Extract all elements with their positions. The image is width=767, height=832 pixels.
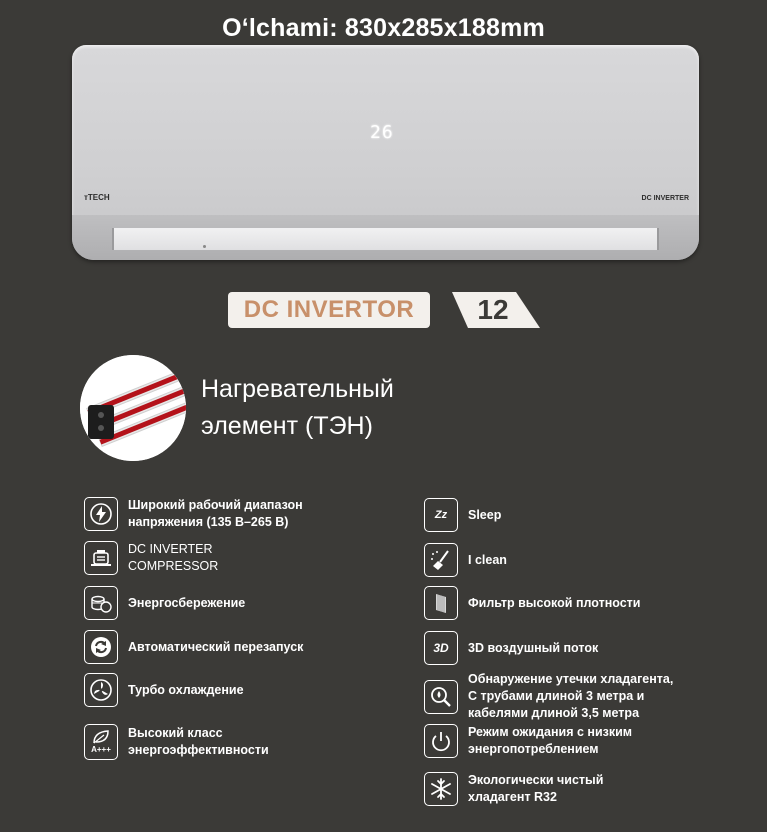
feature-eco-refrigerant bbox=[424, 772, 603, 806]
temperature-display: 26 bbox=[370, 122, 394, 143]
feature-text-line: Турбо охлаждение bbox=[128, 682, 244, 697]
feature-energy-class bbox=[84, 724, 269, 760]
feature-3d-airflow bbox=[424, 631, 598, 665]
coins-icon bbox=[84, 586, 118, 620]
feature-compressor bbox=[84, 541, 218, 575]
snowflake-icon bbox=[424, 772, 458, 806]
lightning-icon bbox=[84, 497, 118, 531]
restart-icon bbox=[84, 630, 118, 664]
feature-text-line: Режим ожидания с низким bbox=[468, 725, 633, 739]
standby-power-icon bbox=[424, 724, 458, 758]
capacity-badge bbox=[446, 292, 540, 328]
indicator-dot bbox=[203, 245, 206, 248]
feature-wide-voltage bbox=[84, 497, 303, 531]
heater-title bbox=[201, 371, 394, 445]
feature-text-line: кабелями длиной 3,5 метра bbox=[468, 706, 640, 720]
clean-brush-icon bbox=[424, 543, 458, 577]
feature-text-line: напряжения (135 В–265 В) bbox=[128, 515, 289, 529]
capacity-value: 12 bbox=[477, 294, 509, 325]
feature-i-clean bbox=[424, 543, 507, 577]
3d-airflow-icon bbox=[424, 631, 458, 665]
dimensions-title: O‘lchami: 830x285x188mm bbox=[222, 14, 545, 42]
feature-text-line: Экологически чистый bbox=[468, 773, 604, 787]
panel-label: DC INVERTER bbox=[641, 195, 689, 202]
heater-title-line2: элемент (ТЭН) bbox=[201, 412, 373, 440]
feature-text-line: Автоматический перезапуск bbox=[128, 639, 304, 654]
feature-text-line: энергоэффективности bbox=[128, 743, 269, 757]
feature-text-line: энергопотреблением bbox=[468, 742, 599, 756]
feature-sleep bbox=[424, 498, 501, 532]
filter-icon bbox=[424, 586, 458, 620]
brand-logo bbox=[84, 193, 110, 202]
energy-class-icon bbox=[84, 724, 118, 760]
feature-text-line: COMPRESSOR bbox=[128, 559, 219, 573]
compressor-icon bbox=[84, 541, 118, 575]
feature-text-line: Энергосбережение bbox=[128, 595, 246, 610]
feature-text-line: I clean bbox=[468, 552, 507, 567]
heater-title-line1: Нагревательный bbox=[201, 375, 394, 403]
energy-class-label: A+++ bbox=[91, 745, 111, 754]
feature-text-line: хладагент R32 bbox=[468, 790, 557, 804]
feature-low-standby bbox=[424, 724, 632, 758]
brand-name: TECH bbox=[87, 193, 110, 202]
sleep-icon-text: Zz bbox=[434, 509, 448, 521]
turbo-fan-icon bbox=[84, 673, 118, 707]
feature-text-line: Широкий рабочий диапазон bbox=[128, 498, 303, 512]
dc-invertor-badge: DC INVERTOR bbox=[228, 292, 430, 328]
feature-energy-saving bbox=[84, 586, 245, 620]
feature-leak-detection bbox=[424, 671, 673, 722]
feature-text-line: DC INVERTER bbox=[128, 542, 213, 556]
sleep-icon bbox=[424, 498, 458, 532]
leaf-icon bbox=[90, 729, 112, 745]
heater-element-icon bbox=[80, 355, 186, 461]
feature-text-line: Высокий класс bbox=[128, 726, 223, 740]
feature-hd-filter bbox=[424, 586, 641, 620]
vent-edge-left bbox=[112, 228, 114, 250]
feature-text-line: С трубами длиной 3 метра и bbox=[468, 689, 645, 703]
feature-text-line: Фильтр высокой плотности bbox=[468, 595, 641, 610]
feature-text-line: Sleep bbox=[468, 507, 502, 522]
leak-detection-icon bbox=[424, 680, 458, 714]
air-vent-louver bbox=[112, 228, 659, 250]
feature-text-line: Обнаружение утечки хладагента, bbox=[468, 672, 674, 686]
brand-mark-icon: ᴛ bbox=[84, 193, 88, 202]
feature-auto-restart bbox=[84, 630, 303, 664]
heater-element-image bbox=[80, 355, 186, 461]
vent-edge-right bbox=[657, 228, 659, 250]
air-conditioner-image bbox=[72, 45, 699, 260]
feature-turbo-cooling bbox=[84, 673, 244, 707]
feature-text-line: 3D воздушный поток bbox=[468, 640, 599, 655]
3d-icon-text: 3D bbox=[433, 641, 449, 655]
